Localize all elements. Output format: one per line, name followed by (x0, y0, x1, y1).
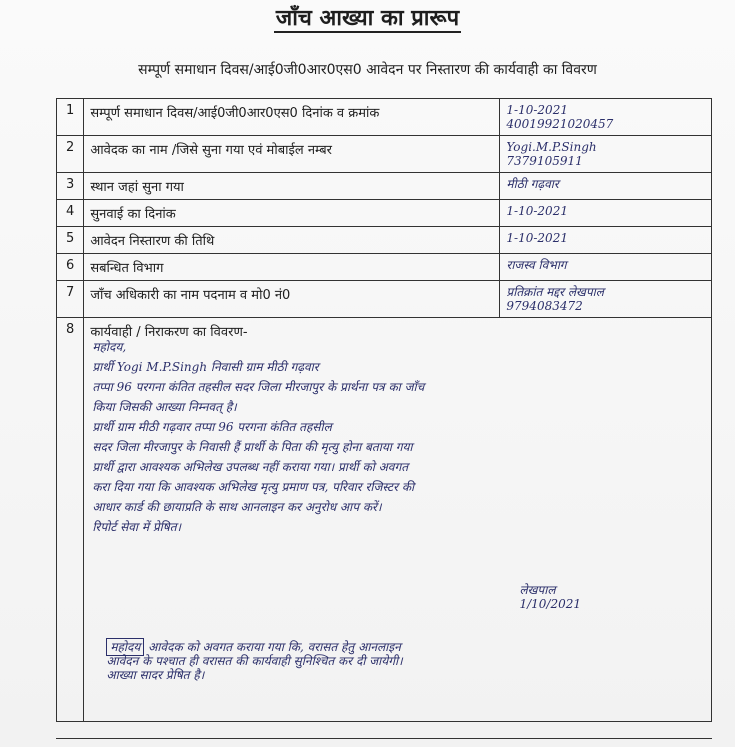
row-number: 7 (57, 281, 84, 318)
row-label: जाँच अधिकारी का नाम पदनाम व मो0 नं0 (84, 281, 500, 318)
row-number: 3 (57, 173, 84, 200)
row-number: 8 (57, 318, 84, 722)
row-number: 6 (57, 254, 84, 281)
report-table (56, 98, 712, 722)
applicant-name: Yogi.M.P.Singh (506, 140, 597, 154)
signature-date: 1/10/2021 (519, 597, 581, 611)
remark-label: महोदय (106, 638, 144, 656)
table-row (57, 227, 712, 254)
row-value: मीठी गढ़वार (500, 173, 712, 200)
handwritten-note: महोदय, प्रार्थी Yogi M.P.Singh निवासी ग्राम मीठी गढ़वार तप्पा 96 परगना कंतित तहसील सदर जिला मीरजापुर के प्रार्थना पत्र का जाँच किया जिसकी आख्या निम्नवत् है। प्रार्थी ग्राम मीठी गढ़वार तप्पा 96 परगना कंतित तहसील सदर जिला मीरजापुर के निवासी हैं प्रार्थी के पिता की मृत्यु होना बताया गया प्रार्थी द्वारा आवश्यक अभिलेख उपलब्ध नहीं कराया गया। प्रार्थी को अवगत करा दिया गया कि आवश्यक अभिलेख मृत्यु प्रमाण पत्र, परिवार रजिस्टर की आधार कार्ड की छायाप्रति के साथ आनलाइन कर अनुरोध आप करें। रिपोर्ट सेवा में प्रेषित। (92, 340, 425, 534)
applicant-mobile: 7379105911 (506, 154, 583, 168)
row-label: आवेदक का नाम /जिसे सुना गया एवं मोबाईल नम्बर (84, 136, 500, 173)
signature-name: लेखपाल (519, 583, 556, 597)
row-label: सबन्धित विभाग (84, 254, 500, 281)
handwritten-number: 40019921020457 (506, 117, 614, 131)
table-row (57, 318, 712, 722)
row-number: 2 (57, 136, 84, 173)
row-value (500, 281, 712, 318)
row-value: 1-10-2021 (500, 227, 712, 254)
remark-note: महोदय आवेदक को अवगत कराया गया कि, वरासत हेतु आनलाइन आवेदन के पश्चात ही वरासत की कार्यवाही सुनिश्चित कर दी जायेगी। आख्या सादर प्रेषित है। (106, 640, 403, 682)
row-label: सुनवाई का दिनांक (84, 200, 500, 227)
page-subtitle: सम्पूर्ण समाधान दिवस/आई0जी0आर0एस0 आवेदन पर निस्तारण की कार्यवाही का विवरण (138, 62, 597, 78)
row-label: स्थान जहां सुना गया (84, 173, 500, 200)
row-value (500, 99, 712, 136)
signature-block (519, 583, 581, 611)
table-row (57, 254, 712, 281)
row-number: 5 (57, 227, 84, 254)
handwritten-date: 1-10-2021 (506, 103, 568, 117)
row-number: 1 (57, 99, 84, 136)
row-value (500, 136, 712, 173)
row-number: 4 (57, 200, 84, 227)
table-row (57, 136, 712, 173)
row-label: कार्यवाही / निराकरण का विवरण- (90, 325, 248, 340)
row-value: 1-10-2021 (500, 200, 712, 227)
officer-designation: प्रतिक्रांत मद्दर लेखपाल (506, 285, 604, 299)
table-row (57, 173, 712, 200)
officer-mobile: 9794083472 (506, 299, 583, 313)
table-row (57, 281, 712, 318)
page-title: जाँच आख्या का प्रारूप (275, 6, 460, 31)
row-label: आवेदन निस्तारण की तिथि (84, 227, 500, 254)
row-label: सम्पूर्ण समाधान दिवस/आई0जी0आर0एस0 दिनांक व क्रमांक (84, 99, 500, 136)
row-value: राजस्व विभाग (500, 254, 712, 281)
table-row (57, 200, 712, 227)
table-row (57, 99, 712, 136)
action-description (84, 318, 712, 722)
